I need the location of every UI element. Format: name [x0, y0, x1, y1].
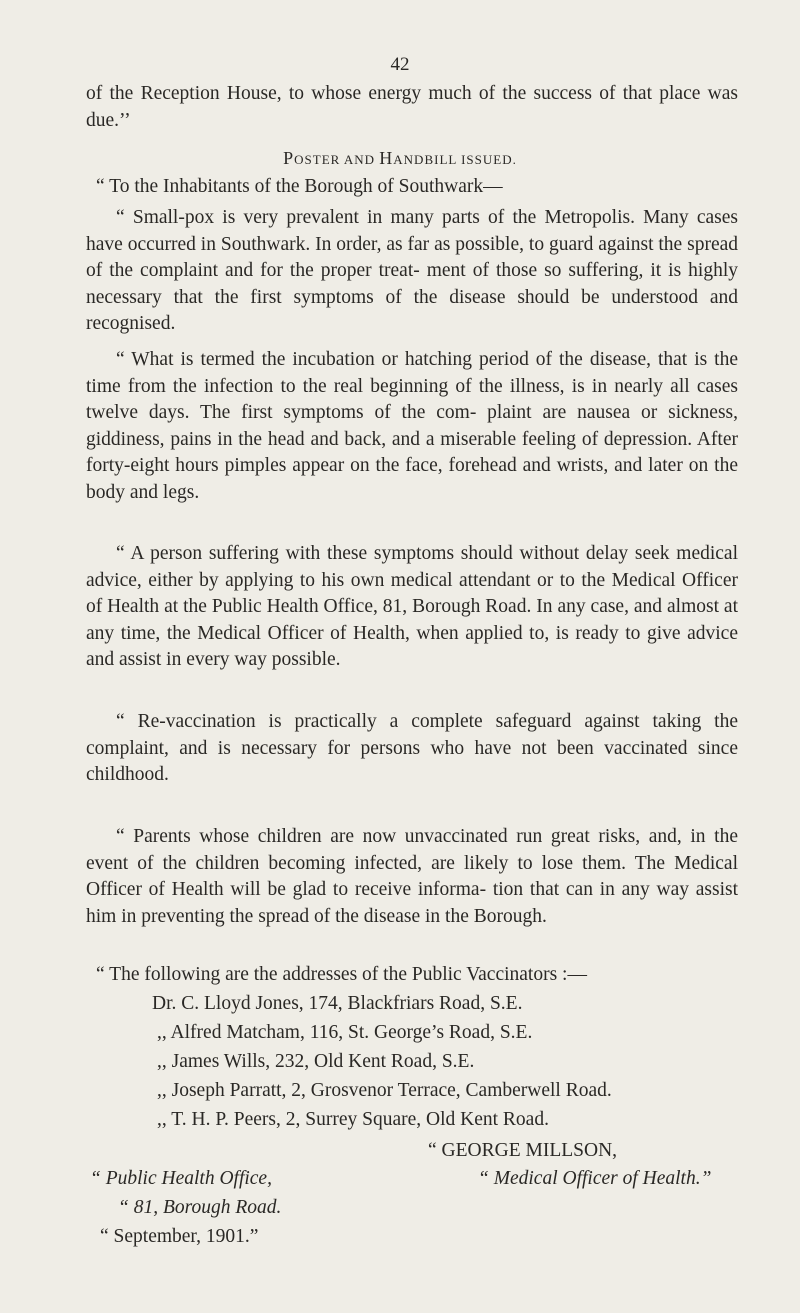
document-date: “ September, 1901.” [100, 1226, 259, 1247]
office-address: “ 81, Borough Road. [118, 1197, 282, 1218]
paragraph-smallpox: “ Small-pox is very prevalent in many parts of the Metropolis. Many cases have occurred in Southwark. In order, as far as possible, to guard against the spread of the complaint and for the proper treat- ment of those so suffering, it is highly necessary that the first symptoms of the disease should be understood and recognised. [86, 207, 738, 334]
vaccinators-intro: “ The following are the addresses of the Public Vaccinators :— [96, 964, 587, 985]
opening-paragraph: of the Reception House, to whose energy much of the success of that place was due.’’ [86, 83, 738, 131]
vaccinator-entry: ,, Alfred Matcham, 116, St. George’s Road, S.E. [157, 1022, 533, 1043]
page-number: 42 [390, 54, 410, 75]
section-heading: POSTER AND HANDBILL ISSUED. [283, 148, 517, 168]
salutation: “ To the Inhabitants of the Borough of Southwark— [96, 176, 503, 197]
office-name: “ Public Health Office, [90, 1168, 272, 1189]
vaccinator-entry: ,, James Wills, 232, Old Kent Road, S.E. [157, 1051, 475, 1072]
paragraph-parents: “ Parents whose children are now unvaccinated run great risks, and, in the event of the children becoming infected, are likely to lose them. The Medical Officer of Health will be glad to receive informa- tion that can in any way assist him in preventing the spread of the disease in the Borough. [86, 826, 738, 927]
paragraph-medical-advice: “ A person suffering with these symptoms should without delay seek medical advice, either by applying to his own medical attendant or to the Medical Officer of Health at the Public Health Office, 81, Borough Road. In any case, and almost at any time, the Medical Officer of Health, when applied to, is ready to give advice and assist in every way possible. [86, 543, 738, 670]
vaccinator-entry: Dr. C. Lloyd Jones, 174, Blackfriars Road, S.E. [152, 993, 523, 1014]
vaccinator-entry: ,, T. H. P. Peers, 2, Surrey Square, Old Kent Road. [157, 1109, 549, 1130]
paragraph-revaccination: “ Re-vaccination is practically a complete safeguard against taking the complaint, and is necessary for persons who have not been vaccinated since childhood. [86, 711, 738, 785]
signatory-title: “ Medical Officer of Health.” [478, 1168, 712, 1189]
vaccinator-entry: ,, Joseph Parratt, 2, Grosvenor Terrace, Camberwell Road. [157, 1080, 612, 1101]
signatory-name: “ GEORGE MILLSON, [428, 1140, 618, 1161]
paragraph-incubation: “ What is termed the incubation or hatching period of the disease, that is the time from the infection to the real beginning of the illness, is in nearly all cases twelve days. The first symptoms of the com- plaint are nausea or sickness, giddiness, pains in the head and back, and a miserable feeling of depression. After forty-eight hours pimples appear on the face, forehead and wrists, and later on the body and legs. [86, 349, 738, 503]
